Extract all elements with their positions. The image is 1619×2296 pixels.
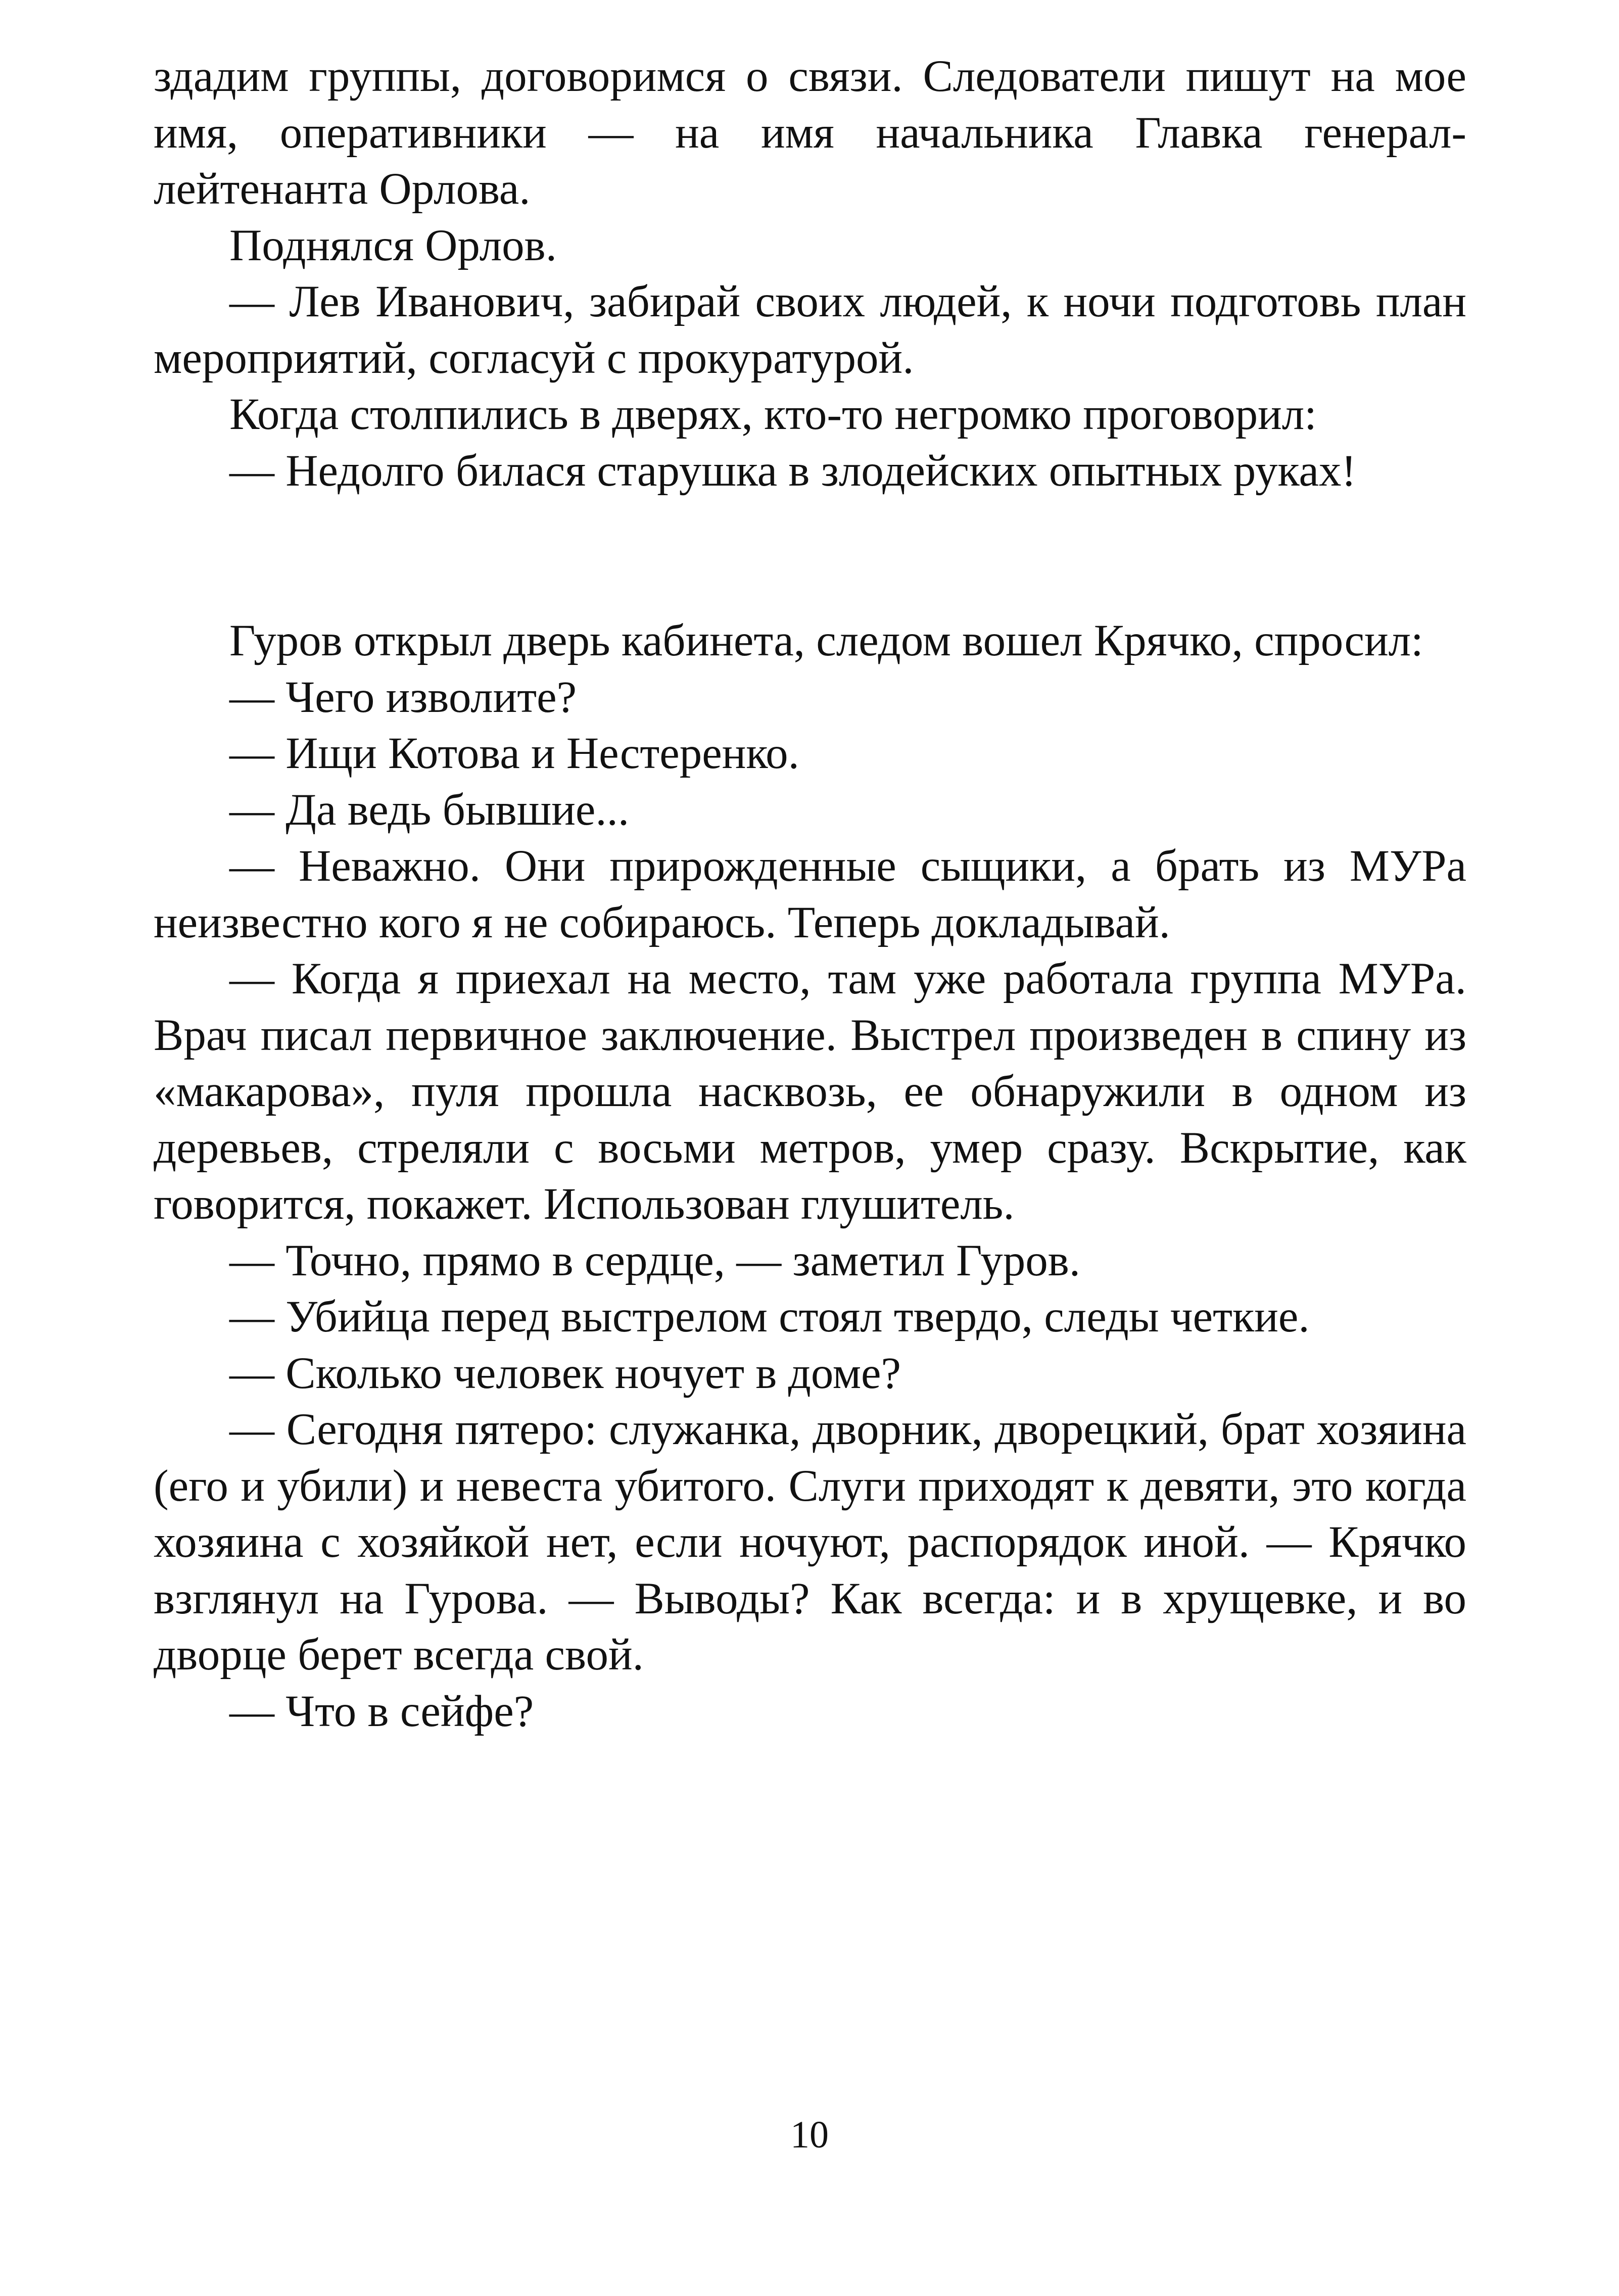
paragraph: — Ищи Котова и Нестеренко. (229, 729, 799, 778)
paragraph: — Сколько человек ночует в доме? (229, 1348, 901, 1398)
paragraph: — Да ведь бывшие... (229, 785, 630, 835)
paragraph: — Лев Иванович, забирай своих людей, к ночи подготовь план мероприятий, согласуй с прокуратурой. (154, 277, 1466, 383)
paragraph: Когда столпились в дверях, кто-то негромко проговорил: (229, 390, 1317, 439)
paragraph: Гуров открыл дверь кабинета, следом вошел Крячко, спросил: (229, 616, 1423, 665)
paragraph: — Неважно. Они прирожденные сыщики, а брать из МУРа неизвестно кого я не собираюсь. Теперь докладывай. (154, 841, 1466, 947)
section-break (154, 499, 1466, 613)
page-body (154, 49, 1466, 1740)
paragraph: здадим группы, договоримся о связи. Следователи пишут на мое имя, оперативники — на имя начальника Главка генерал-лейтенанта Орлова. (154, 52, 1466, 214)
paragraph: — Точно, прямо в сердце, — заметил Гуров. (229, 1235, 1081, 1285)
paragraph: — Убийца перед выстрелом стоял твердо, следы четкие. (229, 1292, 1310, 1342)
page-number: 10 (790, 2114, 829, 2156)
paragraph: Поднялся Орлов. (229, 220, 557, 270)
paragraph: — Чего изволите? (229, 672, 577, 722)
paragraph: — Что в сейфе? (229, 1686, 534, 1736)
paragraph: — Когда я приехал на место, там уже работала группа МУРа. Врач писал первичное заключение. Выстрел произведен в спину из «макарова», пуля прошла насквозь, ее обнаружили в одном из деревьев, стреляли с восьми метров, умер сразу. Вскрытие, как говорится, покажет. Использован глушитель. (154, 954, 1466, 1229)
paragraph: — Сегодня пятеро: служанка, дворник, дворецкий, брат хозяина (его и убили) и невеста убитого. Слуги приходят к девяти, это когда хозяина с хозяйкой нет, если ночуют, распорядок иной. — Крячко взглянул на Гурова. — Выводы? Как всегда: и в хрущевке, и во дворце берет всегда свой. (154, 1405, 1466, 1680)
paragraph: — Недолго билася старушка в злодейских опытных руках! (229, 446, 1357, 496)
